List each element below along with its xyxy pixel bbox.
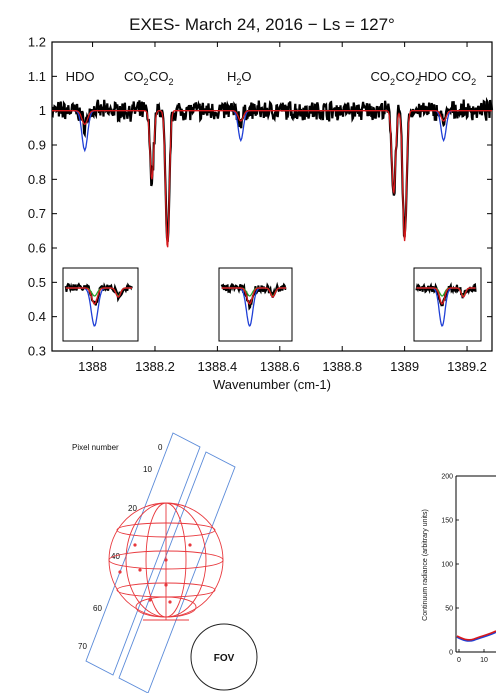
pixel-label-60: 60 <box>93 604 102 613</box>
grid-marker <box>133 543 136 546</box>
x-tick-label: 1389 <box>390 359 420 374</box>
planet-grid <box>109 503 223 620</box>
inset-panel <box>63 268 138 341</box>
line-label <box>227 69 252 87</box>
line-label-base: HDO <box>418 68 448 84</box>
grid-marker <box>164 558 167 561</box>
y-tick-label: 0.6 <box>27 240 46 256</box>
line-label-after: O <box>241 68 252 84</box>
pixel-label-0: 0 <box>158 443 163 452</box>
chart-title: EXES- March 24, 2016 − Ls = 127° <box>129 15 395 34</box>
line-label <box>418 69 447 84</box>
x-tick-label: 1388.2 <box>135 359 175 374</box>
pixel-label-10: 10 <box>143 465 152 474</box>
line-label-sub: 2 <box>471 76 477 87</box>
grid-marker <box>118 570 121 573</box>
x-axis-label: Wavenumber (cm-1) <box>213 377 331 392</box>
line-label <box>66 69 95 84</box>
line-label <box>371 69 396 87</box>
grid-marker <box>188 543 191 546</box>
grid-marker <box>138 568 141 571</box>
model-spectrum <box>52 111 492 248</box>
x-tick-label: 1388.4 <box>197 359 238 374</box>
y-tick-label: 0.5 <box>27 274 46 290</box>
observed-spectrum <box>52 100 492 242</box>
inset-panel <box>219 268 292 341</box>
x-tick-label: 1388 <box>78 359 108 374</box>
inset-frame <box>63 268 138 341</box>
y-tick-label: 0 <box>449 649 453 657</box>
y-tick-label: 150 <box>441 517 453 525</box>
pixel-number-title: Pixel number <box>72 443 119 452</box>
x-tick-label: 1388.8 <box>322 359 363 374</box>
line-label-base: CO <box>395 68 415 84</box>
line-labels <box>66 69 477 87</box>
inset-frame <box>414 268 481 341</box>
y-tick-label: 0.4 <box>27 309 46 325</box>
grid-marker <box>164 583 167 586</box>
line-label-sub: 2 <box>390 76 396 87</box>
line-label <box>149 69 174 87</box>
pixel-label-20: 20 <box>128 504 137 513</box>
x-tick-label: 1388.6 <box>259 359 300 374</box>
y-tick-label: 50 <box>445 605 453 613</box>
inset-panel <box>414 268 481 341</box>
y-tick-label: 200 <box>441 473 453 481</box>
fov-label: FOV <box>213 653 235 664</box>
inset-frame <box>219 268 292 341</box>
line-label-base: CO <box>148 68 169 84</box>
line-label-base: CO <box>451 68 472 84</box>
grid-marker <box>168 600 171 603</box>
grid-marker <box>148 598 151 601</box>
line-label <box>452 69 477 87</box>
spectrum-chart <box>28 15 492 392</box>
line-label-base: HDO <box>65 68 95 84</box>
pixel-label-40: 40 <box>111 552 120 561</box>
y-tick-label: 0.8 <box>27 171 46 187</box>
y-tick-label: 1.1 <box>27 68 46 84</box>
line-label-base: CO <box>123 68 144 84</box>
line-label-sub: 2 <box>143 76 149 87</box>
x-tick-label: 0 <box>457 657 461 664</box>
line-label-base: H <box>226 68 237 84</box>
radiance-chart <box>422 474 496 665</box>
y-tick-label: 0.7 <box>27 206 46 222</box>
y-tick-label: 1.2 <box>27 34 46 50</box>
y-tick-label: 100 <box>441 561 453 569</box>
inset-panels <box>63 268 481 341</box>
line-label <box>124 69 149 87</box>
line-label-sub: 2 <box>236 76 242 87</box>
y-tick-label: 0.3 <box>27 343 46 359</box>
x-tick-label: 10 <box>480 657 488 664</box>
fov-diagram <box>72 433 257 693</box>
y-axis-label: Continuum radiance (arbitrary units) <box>422 509 429 621</box>
pixel-label-70: 70 <box>78 642 87 651</box>
radiance-ticks <box>441 474 488 665</box>
y-tick-label: 0.9 <box>27 137 46 153</box>
line-label-base: CO <box>370 68 391 84</box>
line-label <box>395 69 420 87</box>
line-label-sub: 2 <box>414 76 421 87</box>
y-tick-label: 1 <box>38 103 46 119</box>
x-tick-label: 1389.2 <box>447 359 487 374</box>
line-label-sub: 2 <box>168 76 174 87</box>
series-group <box>52 100 492 248</box>
